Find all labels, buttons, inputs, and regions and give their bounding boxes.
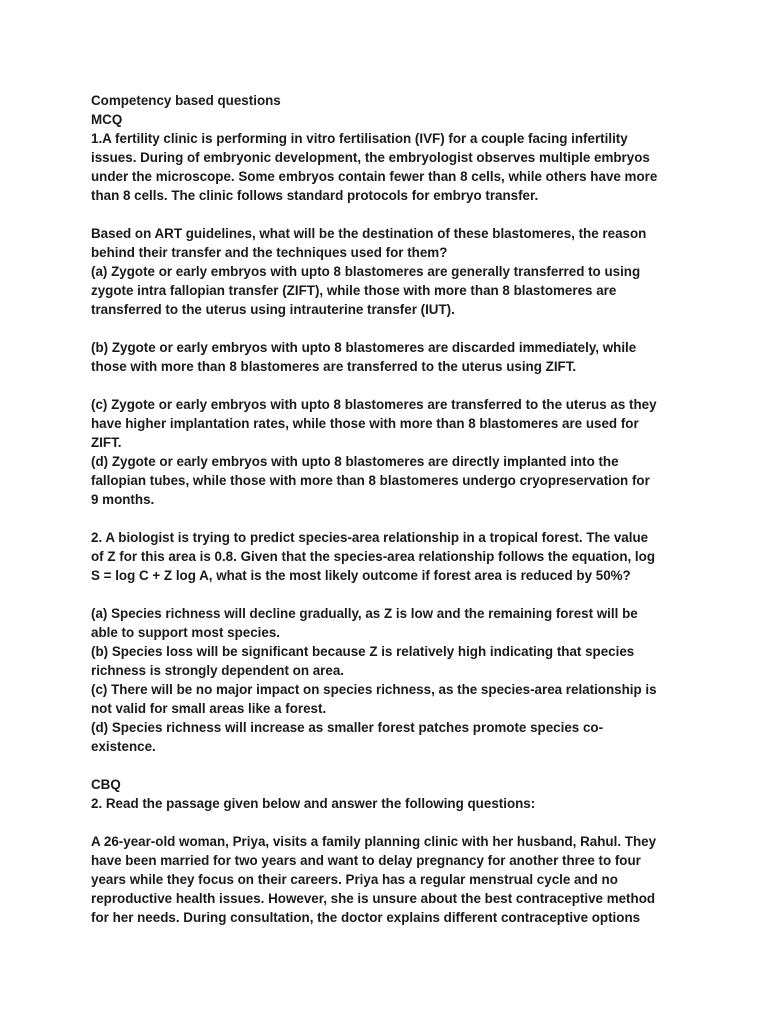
- q2-option-d-line: existence.: [91, 739, 156, 754]
- q2-stem-line: of Z for this area is 0.8. Given that the species-area relationship follows the equation, log: [91, 549, 656, 564]
- cbq-passage: [91, 832, 681, 927]
- q1-option-d-line: (d) Zygote or early embryos with upto 8 blastomeres are directly implanted into the: [91, 454, 619, 469]
- q2-stem: [91, 528, 681, 585]
- q2-option-c: [91, 680, 681, 718]
- q2-option-a-line: able to support most species.: [91, 625, 280, 640]
- q1-question: [91, 224, 681, 262]
- passage-line: reproductive health issues. However, she is unsure about the best contraceptive method: [91, 891, 656, 906]
- q1-option-c-line: ZIFT.: [91, 435, 122, 450]
- q2-option-b: [91, 642, 681, 680]
- spacer: [91, 756, 681, 775]
- q1-option-d-line: fallopian tubes, while those with more than 8 blastomeres undergo cryopreservation for: [91, 473, 650, 488]
- q1-option-b-line: (b) Zygote or early embryos with upto 8 blastomeres are discarded immediately, while: [91, 340, 637, 355]
- question-1: [91, 129, 681, 509]
- q1-option-b-line: those with more than 8 blastomeres are transferred to the uterus using ZIFT.: [91, 359, 577, 374]
- q1-stem-line: 1.A fertility clinic is performing in vitro fertilisation (IVF) for a couple facing infertility: [91, 131, 628, 146]
- q1-option-b: [91, 338, 681, 376]
- spacer: [91, 319, 681, 338]
- passage-line: A 26-year-old woman, Priya, visits a family planning clinic with her husband, Rahul. They: [91, 834, 657, 849]
- passage-line: have been married for two years and want to delay pregnancy for another three to four: [91, 853, 641, 868]
- q2-stem-line: S = log C + Z log A, what is the most likely outcome if forest area is reduced by 50%?: [91, 568, 631, 583]
- q2-option-a-line: (a) Species richness will decline gradually, as Z is low and the remaining forest will be: [91, 606, 638, 621]
- q1-option-d: [91, 452, 681, 509]
- q1-stem-line: than 8 cells. The clinic follows standard protocols for embryo transfer.: [91, 188, 539, 203]
- q2-option-b-line: (b) Species loss will be significant because Z is relatively high indicating that species: [91, 644, 635, 659]
- spacer: [91, 585, 681, 604]
- q1-option-a-line: transferred to the uterus using intrauterine transfer (IUT).: [91, 302, 455, 317]
- q1-option-c-line: have higher implantation rates, while those with more than 8 blastomeres are used for: [91, 416, 639, 431]
- cbq-instruction: 2. Read the passage given below and answer the following questions:: [91, 796, 536, 811]
- document-heading: Competency based questions: [91, 93, 281, 108]
- q2-option-a: [91, 604, 681, 642]
- q1-option-a-line: (a) Zygote or early embryos with upto 8 blastomeres are generally transferred to using: [91, 264, 641, 279]
- q1-question-line: Based on ART guidelines, what will be the destination of these blastomeres, the reason: [91, 226, 647, 241]
- q2-option-d: [91, 718, 681, 756]
- q1-stem: [91, 129, 681, 205]
- q1-question-line: behind their transfer and the techniques used for them?: [91, 245, 448, 260]
- q1-option-a-line: zygote intra fallopian transfer (ZIFT), while those with more than 8 blastomeres are: [91, 283, 617, 298]
- spacer: [91, 376, 681, 395]
- spacer: [91, 205, 681, 224]
- q1-stem-line: under the microscope. Some embryos contain fewer than 8 cells, while others have more: [91, 169, 658, 184]
- q2-option-b-line: richness is strongly dependent on area.: [91, 663, 345, 678]
- q1-option-c: [91, 395, 681, 452]
- q2-option-c-line: (c) There will be no major impact on species richness, as the species-area relationship is: [91, 682, 657, 697]
- passage-line: for her needs. During consultation, the doctor explains different contraceptive options: [91, 910, 641, 925]
- q1-option-a: [91, 262, 681, 319]
- section-mcq-label: MCQ: [91, 112, 123, 127]
- q2-option-c-line: not valid for small areas like a forest.: [91, 701, 327, 716]
- q2-stem-line: 2. A biologist is trying to predict species-area relationship in a tropical forest. The value: [91, 530, 649, 545]
- q1-stem-line: issues. During of embryonic development, the embryologist observes multiple embryos: [91, 150, 650, 165]
- question-2: [91, 528, 681, 756]
- q1-option-c-line: (c) Zygote or early embryos with upto 8 blastomeres are transferred to the uterus as they: [91, 397, 657, 412]
- document-body: [91, 91, 681, 927]
- spacer: [91, 509, 681, 528]
- spacer: [91, 813, 681, 832]
- q2-option-d-line: (d) Species richness will increase as smaller forest patches promote species co-: [91, 720, 604, 735]
- q1-option-d-line: 9 months.: [91, 492, 155, 507]
- section-cbq-label: CBQ: [91, 777, 121, 792]
- passage-line: years while they focus on their careers. Priya has a regular menstrual cycle and no: [91, 872, 618, 887]
